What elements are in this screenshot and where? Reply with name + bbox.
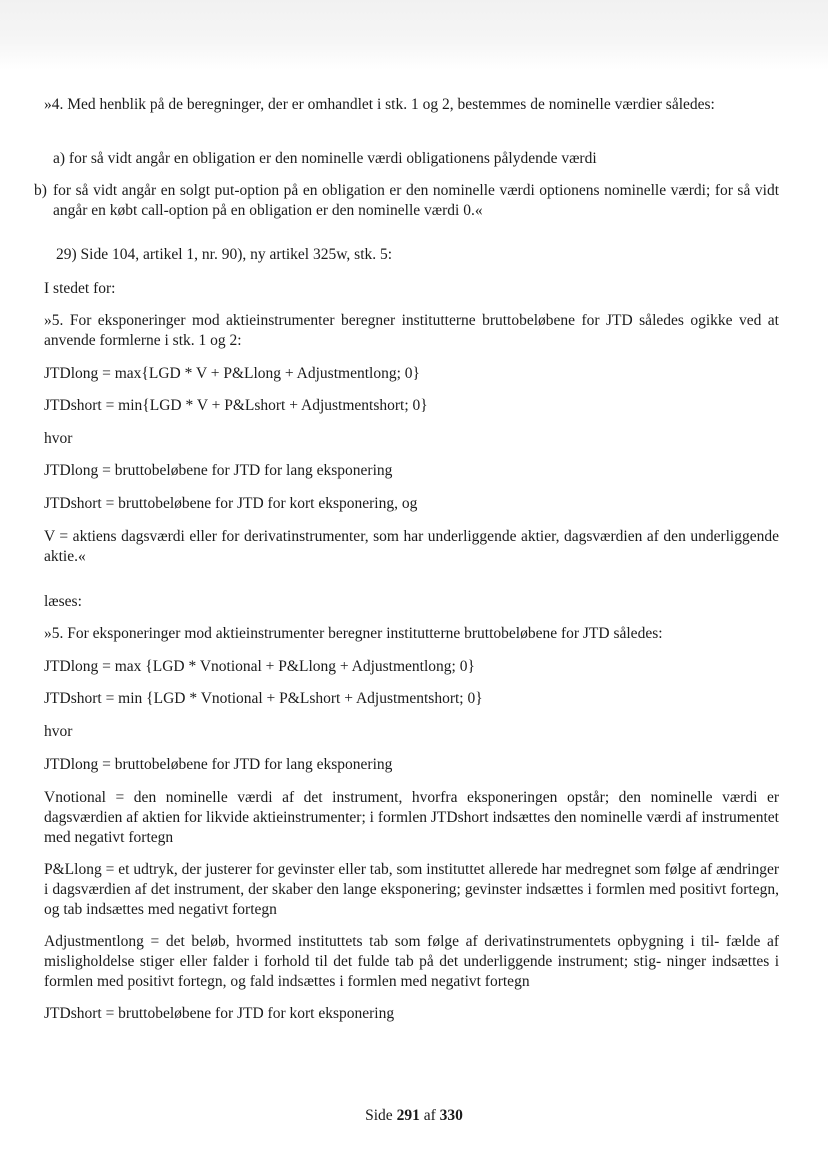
- formula-jtdlong-new: JTDlong = max {LGD * Vnotional + P&Llong + Adjustmentlong; 0}: [44, 658, 475, 675]
- definition-jtdshort-old: JTDshort = bruttobeløbene for JTD for kort eksponering, og: [44, 495, 418, 512]
- paragraph-stk5-old: »5. For eksponeringer mod aktieinstrumenter beregner institutterne bruttobeløbene for JTD således ogikke ved at anvende formlerne i stk. 1 og 2:: [44, 312, 779, 349]
- footer-page-number: 291: [396, 1107, 420, 1124]
- list-item-a: a) for så vidt angår en obligation er den nominelle værdi obligationens pålydende værdi: [53, 150, 597, 167]
- footer-prefix: Side: [365, 1107, 393, 1124]
- formula-jtdshort-new: JTDshort = min {LGD * Vnotional + P&Lshort + Adjustmentshort; 0}: [44, 690, 483, 707]
- list-item-b-text: for så vidt angår en solgt put-option på en obligation er den nominelle værdi optionens nominelle værdi; for så vidt angår en købt call-option på en obligation er den nominelle værdi 0.«: [53, 182, 779, 219]
- paragraph-stk5-new: »5. For eksponeringer mod aktieinstrumenter beregner institutterne bruttobeløbene for JTD således:: [44, 625, 663, 642]
- amendment-heading: 29) Side 104, artikel 1, nr. 90), ny artikel 325w, stk. 5:: [56, 246, 393, 263]
- page-footer: [0, 1106, 828, 1126]
- definition-adjustment-long: Adjustmentlong = det beløb, hvormed instituttets tab som følge af derivatinstrumentets opbygning i til- fælde af misligholdelse stiger eller falder i forhold til det fulde tab på det underliggende instrument; stig- ninger indsættes i formlen med positivt fortegn, og fald indsættes i formlen med negativt fortegn: [44, 933, 779, 990]
- definition-v-old: V = aktiens dagsværdi eller for derivatinstrumenter, som har underliggende aktier, dagsværdien af den underliggende aktie.«: [44, 528, 779, 565]
- footer-total-pages: 330: [439, 1107, 463, 1124]
- formula-jtdlong-old: JTDlong = max{LGD * V + P&Llong + Adjustmentlong; 0}: [44, 365, 420, 382]
- list-item-b-label: b): [34, 182, 47, 199]
- definition-jtdlong-old: JTDlong = bruttobeløbene for JTD for lang eksponering: [44, 462, 393, 479]
- where-label-old: hvor: [44, 430, 73, 447]
- definition-jtdlong-new: JTDlong = bruttobeløbene for JTD for lang eksponering: [44, 756, 393, 773]
- list-item-b: [34, 181, 779, 221]
- paragraph-stk4-intro: »4. Med henblik på de beregninger, der er omhandlet i stk. 1 og 2, bestemmes de nominelle værdier således:: [44, 96, 715, 113]
- instead-of-label: I stedet for:: [44, 280, 116, 297]
- reads-label: læses:: [44, 593, 82, 610]
- definition-jtdshort-new: JTDshort = bruttobeløbene for JTD for kort eksponering: [44, 1005, 395, 1022]
- where-label-new: hvor: [44, 723, 73, 740]
- formula-jtdshort-old: JTDshort = min{LGD * V + P&Lshort + Adjustmentshort; 0}: [44, 397, 428, 414]
- definition-pnl-long: P&Llong = et udtryk, der justerer for gevinster eller tab, som instituttet allerede har medregnet som følge af ændringer i dagsværdien af det instrument, der skaber den lange eksponering; gevinster indsættes i formlen med positivt fortegn, og tab indsættes med negativt fortegn: [44, 861, 779, 918]
- footer-separator: af: [423, 1107, 436, 1124]
- definition-vnotional: Vnotional = den nominelle værdi af det instrument, hvorfra eksponeringen opstår; den nominelle værdi er dagsværdien af aktien for likvide aktieinstrumenter; i formlen JTDshort indsættes den nominelle værdi af instrumentet med negativt fortegn: [44, 789, 779, 846]
